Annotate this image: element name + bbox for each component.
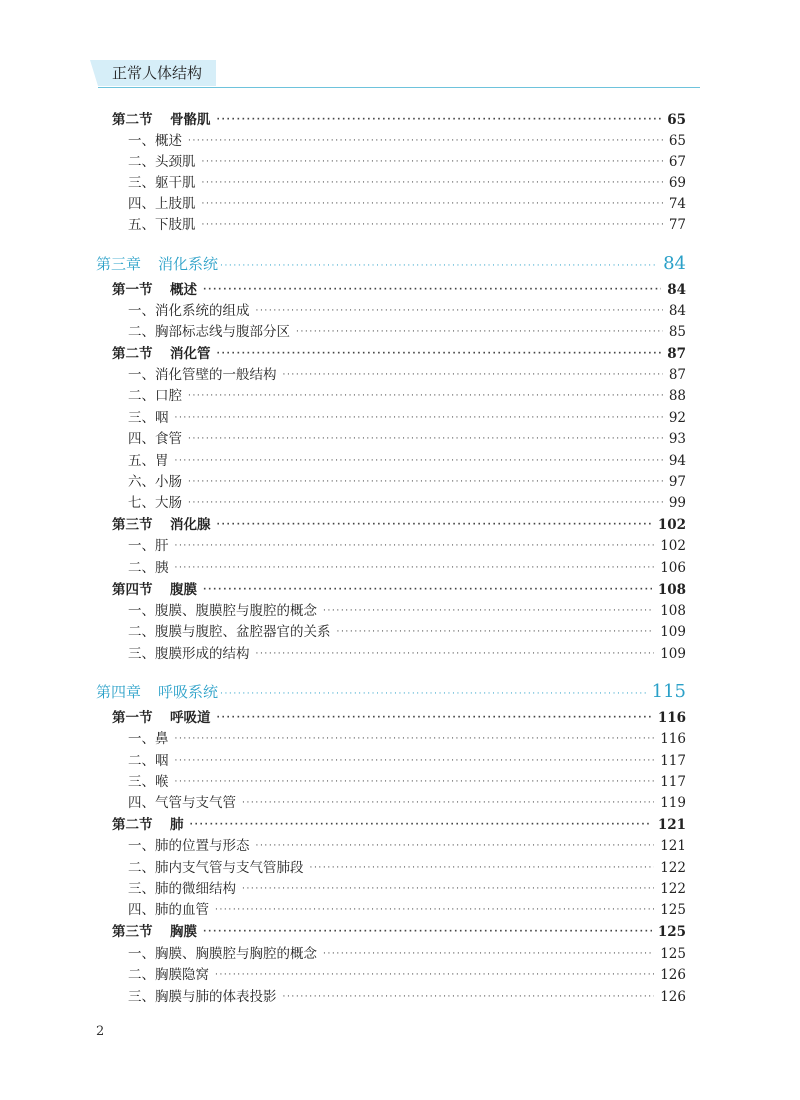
toc-entry-label bbox=[0, 680, 218, 704]
toc-entry-label bbox=[0, 173, 196, 193]
toc-page-number: 69 bbox=[668, 175, 686, 191]
toc-item-row bbox=[0, 601, 800, 621]
toc-entry-label bbox=[0, 922, 197, 942]
toc-entry-title: 四、上肢肌 bbox=[128, 196, 196, 212]
book-title: 正常人体结构 bbox=[98, 60, 216, 86]
toc-page-number: 84 bbox=[663, 253, 686, 274]
toc-entry-label bbox=[0, 451, 169, 471]
toc-page-number: 125 bbox=[660, 902, 686, 918]
toc-entry-title: 消化系统 bbox=[158, 255, 219, 273]
toc-page-number: 119 bbox=[660, 795, 686, 811]
dot-leader bbox=[217, 347, 662, 364]
dot-leader bbox=[202, 197, 663, 214]
toc-entry-label bbox=[0, 987, 277, 1007]
toc-entry-label bbox=[0, 580, 197, 600]
toc-page-number: 116 bbox=[660, 731, 686, 747]
toc-item-row bbox=[0, 536, 800, 556]
toc-entry-label bbox=[0, 836, 250, 856]
toc-entry-title: 四、食管 bbox=[128, 431, 182, 447]
toc-item-row bbox=[0, 386, 800, 406]
dot-leader bbox=[175, 454, 663, 471]
dot-leader bbox=[323, 947, 654, 964]
toc-entry-label bbox=[0, 365, 277, 385]
dot-leader bbox=[220, 687, 646, 704]
section-number: 第四节 bbox=[112, 582, 153, 598]
dot-leader bbox=[283, 368, 663, 385]
toc-entry-title: 呼吸道 bbox=[170, 710, 211, 726]
toc-entry-label bbox=[0, 493, 182, 513]
toc-entry-title: 三、腹膜形成的结构 bbox=[128, 646, 250, 662]
toc-entry-label bbox=[0, 344, 211, 364]
toc-entry-title: 一、消化系统的组成 bbox=[128, 303, 250, 319]
toc-entry-label bbox=[0, 751, 169, 771]
toc-page-number: 126 bbox=[660, 967, 686, 983]
toc-section-row bbox=[0, 922, 800, 942]
dot-leader bbox=[242, 882, 654, 899]
toc-entry-label bbox=[0, 301, 250, 321]
toc-entry-label bbox=[0, 152, 196, 172]
toc-entry-label bbox=[0, 322, 290, 342]
dot-leader bbox=[175, 561, 655, 578]
toc-entry-title: 二、头颈肌 bbox=[128, 154, 196, 170]
toc-page-number: 77 bbox=[668, 217, 686, 233]
toc-page-number: 121 bbox=[657, 817, 686, 833]
toc-page-number: 108 bbox=[657, 582, 686, 598]
toc-entry-title: 消化管 bbox=[170, 346, 211, 362]
toc-item-row bbox=[0, 429, 800, 449]
toc-entry-title: 三、胸膜与肺的体表投影 bbox=[128, 989, 277, 1005]
toc-entry-label bbox=[0, 879, 236, 899]
toc-entry-label bbox=[0, 558, 169, 578]
toc-item-row bbox=[0, 408, 800, 428]
dot-leader bbox=[217, 711, 652, 728]
toc-entry-label bbox=[0, 472, 182, 492]
dot-leader bbox=[242, 796, 654, 813]
toc-entry-title: 概述 bbox=[170, 282, 197, 298]
dot-leader bbox=[202, 218, 663, 235]
toc-entry-title: 一、胸膜、胸膜腔与胸腔的概念 bbox=[128, 946, 317, 962]
dot-leader bbox=[296, 325, 663, 342]
toc-entry-label bbox=[0, 708, 211, 728]
toc-page-number: 122 bbox=[660, 881, 686, 897]
toc-page-number: 99 bbox=[668, 495, 686, 511]
toc-section-row bbox=[0, 344, 800, 364]
toc-item-row bbox=[0, 365, 800, 385]
dot-leader bbox=[202, 176, 663, 193]
toc-page-number: 97 bbox=[668, 474, 686, 490]
toc-section-row bbox=[0, 708, 800, 728]
toc-chapter-row bbox=[0, 252, 800, 276]
dot-leader bbox=[323, 604, 654, 621]
toc-entry-title: 一、鼻 bbox=[128, 731, 169, 747]
toc-entry-title: 三、躯干肌 bbox=[128, 175, 196, 191]
dot-leader bbox=[175, 411, 663, 428]
toc-page-number: 117 bbox=[660, 753, 686, 769]
toc-entry-label bbox=[0, 965, 209, 985]
dot-leader bbox=[203, 583, 652, 600]
toc-entry-label bbox=[0, 772, 169, 792]
toc-entry-title: 四、气管与支气管 bbox=[128, 795, 236, 811]
toc-entry-title: 七、大肠 bbox=[128, 495, 182, 511]
toc-entry-title: 一、腹膜、腹膜腔与腹腔的概念 bbox=[128, 603, 317, 619]
toc-section-row bbox=[0, 815, 800, 835]
toc-section-row bbox=[0, 515, 800, 535]
toc-entry-title: 一、肝 bbox=[128, 538, 169, 554]
toc-item-row bbox=[0, 472, 800, 492]
toc-page-number: 117 bbox=[660, 774, 686, 790]
toc-page-number: 94 bbox=[668, 453, 686, 469]
toc-entry-title: 二、腹膜与腹腔、盆腔器官的关系 bbox=[128, 624, 331, 640]
toc-item-row bbox=[0, 900, 800, 920]
toc-page-number: 88 bbox=[668, 388, 686, 404]
toc-page-number: 109 bbox=[660, 646, 686, 662]
toc-item-row bbox=[0, 301, 800, 321]
toc-entry-label bbox=[0, 601, 317, 621]
toc-entry-label bbox=[0, 858, 304, 878]
dot-leader bbox=[188, 496, 663, 513]
toc-entry-label bbox=[0, 429, 182, 449]
toc-entry-label bbox=[0, 793, 236, 813]
toc-page-number: 65 bbox=[668, 133, 686, 149]
dot-leader bbox=[283, 990, 655, 1007]
section-number: 第二节 bbox=[112, 817, 153, 833]
toc-item-row bbox=[0, 879, 800, 899]
dot-leader bbox=[188, 389, 663, 406]
toc-page-number: 92 bbox=[668, 410, 686, 426]
toc-section-row bbox=[0, 580, 800, 600]
dot-leader bbox=[215, 903, 654, 920]
dot-leader bbox=[202, 155, 663, 172]
toc-item-row bbox=[0, 987, 800, 1007]
dot-leader bbox=[188, 134, 663, 151]
toc-page-number: 85 bbox=[668, 324, 686, 340]
toc-page-number: 87 bbox=[667, 346, 686, 362]
toc-chapter-row bbox=[0, 680, 800, 704]
toc-page-number: 115 bbox=[651, 681, 686, 702]
section-number: 第一节 bbox=[112, 710, 153, 726]
toc-page-number: 121 bbox=[660, 838, 686, 854]
section-number: 第三节 bbox=[112, 517, 153, 533]
dot-leader bbox=[310, 861, 655, 878]
toc-page-number: 93 bbox=[668, 431, 686, 447]
toc-entry-label bbox=[0, 622, 331, 642]
toc-entry-title: 二、口腔 bbox=[128, 388, 182, 404]
toc-entry-title: 胸膜 bbox=[170, 924, 197, 940]
toc-entry-label bbox=[0, 815, 184, 835]
toc-item-row bbox=[0, 644, 800, 664]
toc-entry-label bbox=[0, 408, 169, 428]
toc-item-row bbox=[0, 194, 800, 214]
toc-item-row bbox=[0, 729, 800, 749]
toc-entry-label bbox=[0, 944, 317, 964]
dot-leader bbox=[175, 775, 655, 792]
section-number: 第一节 bbox=[112, 282, 153, 298]
toc-entry-label bbox=[0, 110, 211, 130]
toc-entry-title: 一、消化管壁的一般结构 bbox=[128, 367, 277, 383]
toc-page-number: 102 bbox=[660, 538, 686, 554]
toc-page-number: 84 bbox=[667, 282, 686, 298]
toc-entry-label bbox=[0, 386, 182, 406]
page-number: 2 bbox=[96, 1024, 105, 1039]
toc-entry-title: 呼吸系统 bbox=[158, 683, 219, 701]
toc-page-number: 109 bbox=[660, 624, 686, 640]
toc-page-number: 125 bbox=[660, 946, 686, 962]
chapter-number: 第三章 bbox=[96, 255, 142, 273]
toc-section-row bbox=[0, 110, 800, 130]
toc-entry-label bbox=[0, 515, 211, 535]
dot-leader bbox=[217, 518, 652, 535]
toc-item-row bbox=[0, 965, 800, 985]
toc-entry-title: 二、胸部标志线与腹部分区 bbox=[128, 324, 290, 340]
toc-page-number: 126 bbox=[660, 989, 686, 1005]
toc-page-number: 65 bbox=[667, 112, 686, 128]
toc-entry-title: 五、胃 bbox=[128, 453, 169, 469]
dot-leader bbox=[337, 625, 655, 642]
toc-item-row bbox=[0, 793, 800, 813]
toc-entry-label bbox=[0, 536, 169, 556]
toc-entry-title: 二、胰 bbox=[128, 560, 169, 576]
dot-leader bbox=[256, 304, 663, 321]
toc-page-number: 116 bbox=[657, 710, 686, 726]
dot-leader bbox=[256, 839, 655, 856]
toc-item-row bbox=[0, 322, 800, 342]
dot-leader bbox=[188, 475, 663, 492]
toc-entry-title: 六、小肠 bbox=[128, 474, 182, 490]
dot-leader bbox=[256, 647, 655, 664]
toc-page-number: 84 bbox=[668, 303, 686, 319]
toc-page-number: 108 bbox=[660, 603, 686, 619]
toc-entry-title: 消化腺 bbox=[170, 517, 211, 533]
dot-leader bbox=[217, 113, 662, 130]
toc-entry-label bbox=[0, 215, 196, 235]
toc-entry-title: 一、肺的位置与形态 bbox=[128, 838, 250, 854]
toc-item-row bbox=[0, 152, 800, 172]
dot-leader bbox=[215, 968, 654, 985]
toc-entry-label bbox=[0, 194, 196, 214]
toc-entry-label bbox=[0, 644, 250, 664]
section-number: 第三节 bbox=[112, 924, 153, 940]
toc-item-row bbox=[0, 558, 800, 578]
toc-entry-label bbox=[0, 131, 182, 151]
toc-page-number: 67 bbox=[668, 154, 686, 170]
toc-item-row bbox=[0, 751, 800, 771]
section-number: 第二节 bbox=[112, 346, 153, 362]
toc-entry-title: 一、概述 bbox=[128, 133, 182, 149]
toc-item-row bbox=[0, 622, 800, 642]
toc-entry-title: 四、肺的血管 bbox=[128, 902, 209, 918]
toc-entry-title: 腹膜 bbox=[170, 582, 197, 598]
toc-page-number: 87 bbox=[668, 367, 686, 383]
toc-item-row bbox=[0, 173, 800, 193]
toc-entry-title: 骨骼肌 bbox=[170, 112, 211, 128]
toc-item-row bbox=[0, 215, 800, 235]
toc-section-row bbox=[0, 280, 800, 300]
toc-item-row bbox=[0, 493, 800, 513]
toc-entry-label bbox=[0, 729, 169, 749]
toc-entry-label bbox=[0, 252, 218, 276]
toc-page-number: 106 bbox=[660, 560, 686, 576]
toc-page-number: 102 bbox=[657, 517, 686, 533]
toc-entry-title: 肺 bbox=[170, 817, 184, 833]
toc-item-row bbox=[0, 944, 800, 964]
toc-entry-title: 三、肺的微细结构 bbox=[128, 881, 236, 897]
toc-page-number: 74 bbox=[668, 196, 686, 212]
dot-leader bbox=[175, 732, 655, 749]
toc-entry-title: 二、肺内支气管与支气管肺段 bbox=[128, 860, 304, 876]
toc-item-row bbox=[0, 836, 800, 856]
dot-leader bbox=[190, 818, 652, 835]
dot-leader bbox=[188, 432, 663, 449]
dot-leader bbox=[203, 925, 652, 942]
dot-leader bbox=[175, 754, 655, 771]
toc-entry-title: 三、喉 bbox=[128, 774, 169, 790]
toc-item-row bbox=[0, 858, 800, 878]
toc-page-number: 122 bbox=[660, 860, 686, 876]
toc-entry-label bbox=[0, 280, 197, 300]
section-number: 第二节 bbox=[112, 112, 153, 128]
toc-entry-title: 二、胸膜隐窝 bbox=[128, 967, 209, 983]
dot-leader bbox=[220, 259, 657, 276]
toc-entry-label bbox=[0, 900, 209, 920]
dot-leader bbox=[203, 283, 661, 300]
dot-leader bbox=[175, 539, 655, 556]
toc-entry-title: 五、下肢肌 bbox=[128, 217, 196, 233]
toc-item-row bbox=[0, 131, 800, 151]
toc-entry-title: 二、咽 bbox=[128, 753, 169, 769]
toc-entry-title: 三、咽 bbox=[128, 410, 169, 426]
toc-item-row bbox=[0, 772, 800, 792]
toc-page-number: 125 bbox=[657, 924, 686, 940]
chapter-number: 第四章 bbox=[96, 683, 142, 701]
toc-item-row bbox=[0, 451, 800, 471]
